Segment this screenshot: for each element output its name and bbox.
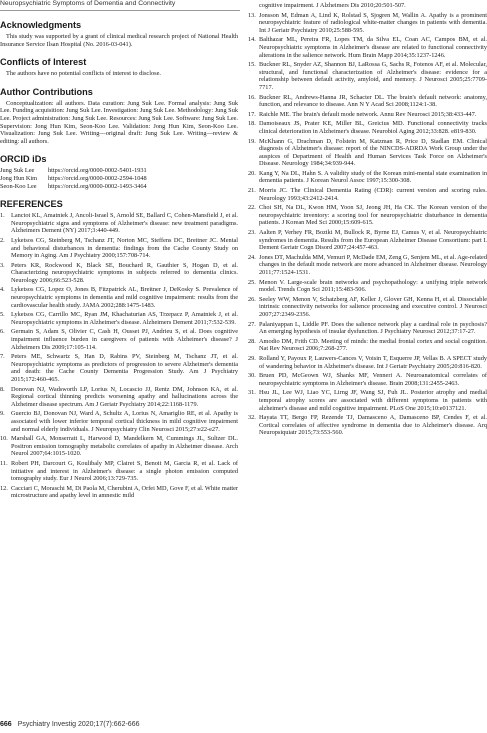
- reference-number: 18.: [248, 120, 256, 128]
- references-list-right: [248, 12, 487, 437]
- reference-number: 20.: [248, 169, 256, 177]
- right-column: [248, 2, 487, 439]
- reference-number: 2.: [0, 236, 5, 244]
- reference-text: Palaniyappan L, Liddle PF. Does the salience network play a cardinal role in psychosis? An emerging hypothesis of insular dysfunction. J Psychiatry Neurosci 2012;37:17-27.: [259, 320, 487, 336]
- reference-number: 11.: [0, 459, 8, 467]
- orcid-heading: ORCID iDs: [0, 154, 47, 165]
- reference-text: Seeley WW, Menon V, Schatzberg AF, Keller J, Glover GH, Kenna H, et al. Dissociable intrinsic connectivity networks for salience processing and executive control. J Neurosci 2007;27:2349-2356.: [259, 295, 487, 318]
- reference-item: [0, 410, 238, 433]
- page-footer: [0, 720, 240, 729]
- reference-text: Buckner RL, Andrews-Hanna JR, Schacter DL. The brain's default network: anatomy, function, and relevance to disease. Ann N Y Acad Sci 2008;1124:1-38.: [259, 93, 487, 109]
- acknowledgments-text: This study was supported by a grant of clinical medical research project of National Health Insurance Service Ilsan Hospital (No. 2016-03-041).: [0, 33, 238, 48]
- reference-item: [248, 321, 487, 336]
- reference-number: 12.: [0, 484, 8, 492]
- reference-number: 28.: [248, 337, 256, 345]
- reference-item: [248, 61, 487, 91]
- reference-number: 15.: [248, 61, 256, 69]
- reference-item: [0, 311, 238, 326]
- reference-number: 31.: [248, 389, 256, 397]
- orcid-list: [0, 167, 238, 190]
- orcid-link[interactable]: https://orcid.org/0000-0002-1493-3464: [48, 182, 147, 190]
- reference-number: 9.: [0, 410, 5, 418]
- reference-text: McKhann G, Drachman D, Folstein M, Katzman R, Price D, Stadlan EM. Clinical diagnosis of Alzheimer's disease: report of the NINCDS-ADRDA Work Group under the auspices of Department of Health and Human Services Task Force on Alzheimer's Disease. Neurology 1984;34:939-944.: [259, 137, 487, 168]
- contributions-heading: Author Contributions: [0, 86, 93, 97]
- reference-text: Kang Y, Na DL, Hahn S. A validity study of the Korean mini-mental state examination in dementia patients. J Korean Neurol Assoc 1997;15:300-308.: [259, 169, 487, 185]
- reference-text: Hayata TT, Bergo FP, Rezende TJ, Damasceno A, Damasceno BP, Cendes F, et al. Cortical correlates of affective syndrome in dementia due to Alzheimer's disease. Arq Neuropsiquiatr 2015;73:553-560.: [259, 414, 487, 437]
- reference-item: [248, 12, 487, 35]
- reference-number: 21.: [248, 187, 256, 195]
- reference-item: [0, 237, 238, 260]
- reference-text: Menon V. Large-scale brain networks and psychopathology: a unifying triple network model. Trends Cogn Sci 2011;15:483-506.: [259, 278, 487, 294]
- reference-item: [248, 279, 487, 294]
- left-column: [0, 20, 238, 502]
- reference-item: [0, 485, 238, 500]
- orcid-row: [0, 183, 238, 191]
- reference-item: [248, 229, 487, 252]
- references-list-left: [0, 212, 238, 500]
- reference-text: Rolland Y, Payoux P, Lauwers-Cances V, Voisin T, Esquerre JP, Vellas B. A SPECT study of wandering behavior in Alzheimer's disease. Int J Geriatr Psychiatry 2005;20:816-820.: [259, 354, 487, 370]
- reference-item: [248, 414, 487, 437]
- reference-text: Peters KR, Rockwood K, Black SE, Bouchard R, Gauthier S, Hogan D, et al. Characterizing neuropsychiatric symptoms in subjects referred to dementia clinics. Neurology 2006;66:523-528.: [11, 261, 238, 284]
- page-number: 666: [0, 721, 12, 728]
- journal-citation: Psychiatry Investig 2020;17(7):662-666: [17, 721, 140, 728]
- contributions-text: Conceptualization: all authors. Data curation: Jung Suk Lee. Formal analysis: Jung Suk Lee. Funding acquisition: Jung Suk Lee. Investigation: Jung Suk Lee. Methodology: Jung Suk Lee. Project administration: Jung Suk Lee. Resources: Jung Suk Lee. Software: Jung Suk Lee. Supervision: Jong Hun Kim, Seon-Koo Lee. Validation: Jong Hun Kim, Seon-Koo Lee. Visualization: Jung Suk Lee. Writing—original draft: Jung Suk Lee. Writing—review & editing: all authors.: [0, 99, 238, 145]
- reference-text: Germain S, Adam S, Olivier C, Cash H, Ousset PJ, Andrieu S, et al. Does cognitive impairment influence burden in caregivers of patients with Alzheimer's disease? J Alzheimers Dis 2009;17:105-114.: [11, 328, 238, 351]
- reference-text: Buckner RL, Snyder AZ, Shannon BJ, LaRossa G, Sachs R, Fotenos AF, et al. Molecular, structural, and functional characterization of Alzheimer's disease: evidence for a relationship between default activity, amyloid, and memory. J Neurosci 2005;25:7709-7717.: [259, 61, 487, 91]
- orcid-author-name: Jong Hun Kim: [0, 174, 38, 182]
- reference-item: [248, 111, 487, 119]
- reference-number: 14.: [248, 36, 256, 44]
- reference-text: Lyketsos CG, Lopez O, Jones B, Fitzpatrick AL, Breitner J, DeKosky S. Prevalence of neuropsychiatric symptoms in dementia and mild cognitive impairment: results from the cardiovascular health study. JAMA 2002;288:1475-1483.: [11, 286, 238, 309]
- orcid-section: [0, 154, 238, 190]
- conflicts-section: [0, 57, 238, 78]
- conflicts-text: The authors have no potential conflicts of interest to disclose.: [6, 70, 161, 78]
- reference-text: Damoiseaux JS, Prater KE, Miller BL, Greicius MD. Functional connectivity tracks clinical deterioration in Alzheimer's disease. Neurobiol Aging 2012;33:828. e819-830.: [259, 120, 487, 135]
- reference-item: [0, 353, 238, 383]
- reference-item: [248, 338, 487, 353]
- reference-number: 1.: [0, 212, 5, 220]
- reference-item: [0, 460, 238, 483]
- reference-item: [248, 296, 487, 319]
- reference-item: [248, 254, 487, 277]
- reference-text: Cacciari C, Moraschi M, Di Paola M, Cherubini A, Orfei MD, Gove F, et al. White matter microstructure and apathy level in amnestic mild: [11, 484, 238, 500]
- reference-number: 26.: [248, 295, 256, 303]
- reference-number: 7.: [0, 353, 5, 361]
- reference-item: [248, 94, 487, 109]
- running-head: Neuropsychiatric Symptoms of Dementia and Connectivity: [0, 0, 176, 7]
- reference-item: [248, 355, 487, 370]
- orcid-row: [0, 167, 238, 175]
- reference-text: Choi SH, Na DL, Kwon HM, Yoon SJ, Jeong JH, Ha CK. The Korean version of the neuropsychiatric inventory: a scoring tool for neuropsychiatric disturbance in dementia patients. J Korean Med Sci 2000;15:609-615.: [259, 204, 487, 227]
- reference-number: 23.: [248, 229, 256, 237]
- reference-number: 3.: [0, 261, 5, 269]
- reference-text: Aalten P, Verhey FR, Boziki M, Bullock R, Byrne EJ, Camus V, et al. Neuropsychiatric syndromes in dementia. Results from the European Alzheimer Disease Consortium: part I. Dement Geriatr Cogn Disord 2007;24:457-463.: [259, 229, 487, 252]
- contributions-section: [0, 87, 238, 146]
- reference-text: Peters ME, Schwartz S, Han D, Rabins PV, Steinberg M, Tschanz JT, et al. Neuropsychiatric symptoms as predictors of progression to severe Alzheimer's dementia and death: the Cache County Dementia Progression Study. Am J Psychiatry 2015;172:460-465.: [11, 353, 238, 383]
- reference-item: [248, 204, 487, 227]
- reference-number: 10.: [0, 435, 8, 443]
- reference-text: Raichle ME. The brain's default mode network. Annu Rev Neurosci 2015;38:433-447.: [259, 110, 477, 118]
- reference-number: 4.: [0, 286, 5, 294]
- reference-continuation: cognitive impairment. J Alzheimers Dis 2010;20:501-507.: [259, 2, 406, 9]
- reference-text: Marshall GA, Monserratt L, Harwood D, Mandelkern M, Cummings JL, Sultzer DL. Positron emission tomography metabolic correlates of apathy in Alzheimer disease. Arch Neurol 2007;64:1015-1020.: [11, 435, 238, 458]
- reference-number: 6.: [0, 328, 5, 336]
- references-heading: REFERENCES: [0, 199, 63, 210]
- reference-text: Jonsson M, Edman A, Lind K, Rolstad S, Sjogren M, Wallin A. Apathy is a prominent neuropsychiatric feature of radiological white-matter changes in patients with dementia. Int J Geriatr Psychiatry 2010;25:588-595.: [259, 11, 487, 34]
- reference-number: 24.: [248, 253, 256, 261]
- reference-item: [0, 328, 238, 351]
- reference-item: [0, 435, 238, 458]
- reference-item: [0, 212, 238, 235]
- reference-item: [248, 170, 487, 185]
- reference-number: 22.: [248, 204, 256, 212]
- acknowledgments-heading: Acknowledgments: [0, 20, 82, 30]
- reference-item: [0, 286, 238, 309]
- reference-number: 27.: [248, 320, 256, 328]
- reference-item: [248, 389, 487, 412]
- reference-number: 19.: [248, 137, 256, 145]
- reference-text: Morris JC. The Clinical Dementia Rating (CDR): current version and scoring rules. Neurology 1993;43:2412-2414.: [259, 187, 487, 202]
- reference-item: [0, 386, 238, 409]
- header-rule: [0, 10, 240, 11]
- reference-text: Balthazar ML, Pereira FR, Lopes TM, da Silva EL, Coan AC, Campos BM, et al. Neuropsychiatric symptoms in Alzheimer's disease are related to functional connectivity alterations in the salience network. Hum Brain Mapp 2014;35:1237-1246.: [259, 36, 487, 59]
- reference-number: 25.: [248, 278, 256, 286]
- reference-text: Amodio DM, Frith CD. Meeting of minds: the medial frontal cortex and social cognition. Nat Rev Neurosci 2006;7:268-277.: [259, 337, 487, 353]
- reference-number: 8.: [0, 385, 5, 393]
- reference-text: Hsu JL, Lee WJ, Liao YC, Lirng JF, Wang SJ, Fuh JL. Posterior atrophy and medial temporal atrophy scores are associated with different symptoms in patients with alzheimer's disease and mild cognitive impairment. PLoS One 2015;10:e0137121.: [259, 389, 487, 412]
- orcid-link[interactable]: https://orcid.org/0000-0002-2594-1048: [48, 174, 147, 182]
- reference-item: [248, 138, 487, 168]
- reference-number: 32.: [248, 414, 256, 422]
- reference-number: 16.: [248, 93, 256, 101]
- reference-text: Lyketsos CG, Carrillo MC, Ryan JM, Khachaturian AS, Trzepacz P, Amatniek J, et al. Neuropsychiatric symptoms in Alzheimer's disease. Alzheimers Dement 2011;7:532-539.: [11, 311, 238, 326]
- reference-text: Donovan NJ, Wadsworth LP, Lorius N, Locascio JJ, Rentz DM, Johnson KA, et al. Regional cortical thinning predicts worsening apathy and hallucinations across the Alzheimer disease spectrum. Am J Geriatr Psychiatry 2014;22:1168-1179.: [11, 385, 238, 408]
- reference-text: Guercio BJ, Donovan NJ, Ward A, Schultz A, Lorius N, Amariglio RE, et al. Apathy is associated with lower inferior temporal cortical thickness in mild cognitive impairment and normal elderly individuals. J Neuropsychiatry Clin Neurosci 2015;27:e22-e27.: [11, 410, 238, 433]
- reference-item: [0, 262, 238, 285]
- conflicts-heading: Conflicts of Interest: [0, 57, 87, 68]
- reference-number: 5.: [0, 311, 5, 319]
- reference-number: 13.: [248, 11, 256, 19]
- reference-number: 17.: [248, 110, 256, 118]
- reference-text: Bruen PD, McGeown WJ, Shanks MF, Venneri A. Neuroanatomical correlates of neuropsychiatric symptoms in Alzheimer's disease. Brain 2008;131:2455-2463.: [259, 372, 487, 387]
- acknowledgments-section: [0, 20, 238, 48]
- reference-item: [248, 36, 487, 59]
- orcid-link[interactable]: https://orcid.org/0000-0002-5401-1931: [48, 167, 147, 175]
- orcid-author-name: Seon-Koo Lee: [0, 182, 37, 190]
- reference-text: Jones DT, Machulda MM, Vemuri P, McDade EM, Zeng G, Senjem ML, et al. Age-related changes in the default mode network are more advanced in Alzheimer disease. Neurology 2011;77:1524-1531.: [259, 253, 487, 276]
- reference-text: Robert PH, Darcourt G, Koulibaly MP, Clairet S, Benoit M, Garcia R, et al. Lack of initiative and interest in Alzheimer's disease: a single photon emission computed tomography study. Eur J Neurol 2006;13:729-735.: [11, 459, 238, 483]
- orcid-author-name: Jung Suk Lee: [0, 167, 35, 175]
- reference-text: Lanctot KL, Amatniek J, Ancoli-Israel S, Arnold SE, Ballard C, Cohen-Mansfield J, et al. Neuropsychiatric signs and symptoms of Alzheimer's disease: new treatment paradigms. Alzheimers Dement (NY) 2017;3:440-449.: [11, 212, 238, 235]
- reference-number: 29.: [248, 354, 256, 362]
- reference-item: [248, 372, 487, 387]
- reference-item: [248, 187, 487, 202]
- reference-number: 30.: [248, 372, 256, 380]
- reference-item: [248, 120, 487, 135]
- reference-text: Lyketsos CG, Steinberg M, Tschanz JT, Norton MC, Steffens DC, Breitner JC. Mental and behavioral disturbances in dementia: findings from the Cache County Study on Memory in Aging. Am J Psychiatry 2000;157:708-714.: [11, 236, 238, 260]
- orcid-row: [0, 175, 238, 183]
